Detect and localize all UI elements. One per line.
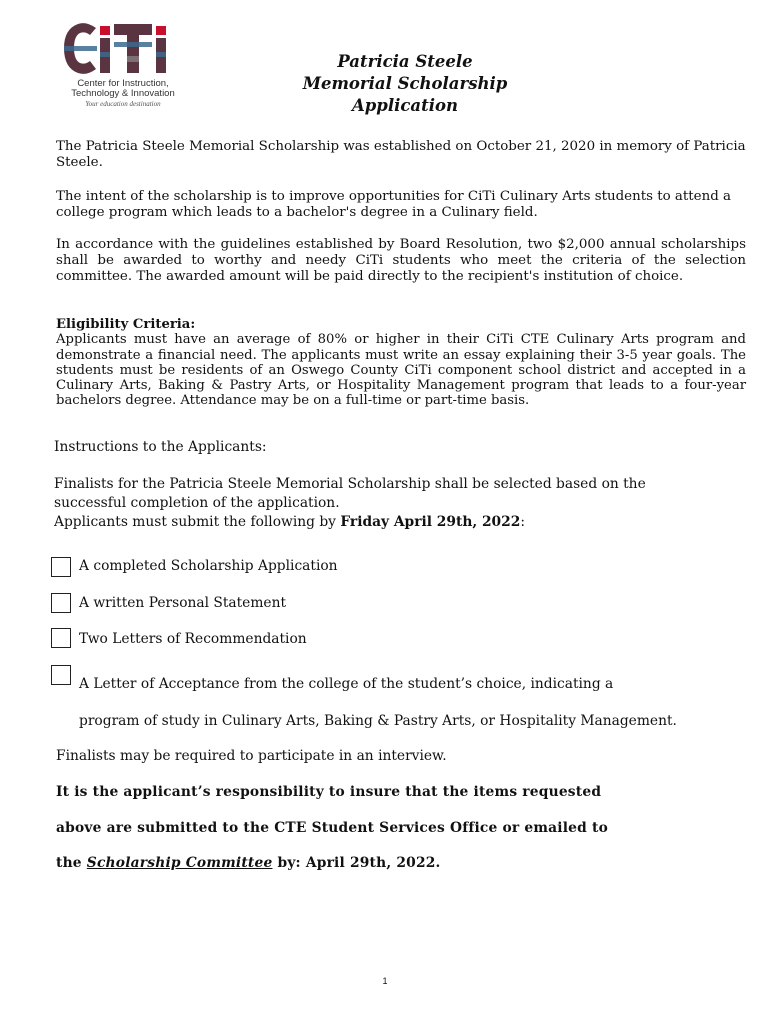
logo-line-1: Center for Instruction, (77, 78, 169, 89)
instructions-line-2: successful completion of the application. (54, 495, 340, 511)
title-line-2: Memorial Scholarship (302, 74, 508, 93)
checklist-item-recommendations: Two Letters of Recommendation (79, 631, 307, 647)
instructions-heading: Instructions to the Applicants: (54, 439, 267, 455)
eligibility-heading: Eligibility Criteria: (56, 317, 196, 332)
checklist-item-personal-statement: A written Personal Statement (79, 595, 287, 611)
citi-logo (60, 18, 190, 110)
checkbox-recommendations[interactable] (51, 628, 71, 648)
intro-paragraph-3: In accordance with the guidelines established by Board Resolution, two $2,000 annual scholarships shall be awarded to worthy and needy CiTi students who meet the criteria of the selection committee. The awarded amount will be paid directly to the recipient's institution of choice. (56, 237, 746, 284)
page-number: 1 (382, 976, 388, 986)
checklist-item-acceptance-letter-continued: program of study in Culinary Arts, Baking & Pastry Arts, or Hospitality Management. (79, 713, 677, 729)
submission-deadline: Friday April 29th, 2022 (340, 514, 521, 530)
title-line-3: Application (351, 96, 459, 115)
checklist-item-acceptance-letter: A Letter of Acceptance from the college of the student’s choice, indicating a (79, 676, 614, 692)
responsibility-line-1: It is the applicant’s responsibility to insure that the items requested (56, 784, 602, 800)
scholarship-committee-link[interactable]: Scholarship Committee (86, 855, 273, 871)
wordmark-text: CiTi (60, 18, 63, 19)
checkbox-application[interactable] (51, 557, 71, 577)
responsibility-line-3-prefix: the (56, 855, 87, 871)
checkbox-acceptance-letter[interactable] (51, 665, 71, 685)
eligibility-section (56, 317, 746, 409)
instructions-line-3-prefix: Applicants must submit the following by (54, 514, 341, 530)
instructions-line-1: Finalists for the Patricia Steele Memorial Scholarship shall be selected based on the (54, 476, 646, 492)
instructions-text (54, 475, 744, 532)
title-line-1: Patricia Steele (337, 52, 473, 71)
checkbox-personal-statement[interactable] (51, 593, 71, 613)
eligibility-body: Applicants must have an average of 80% or higher in their CiTi CTE Culinary Arts program and demonstrate a financial need. The applicants must write an essay explaining their 3-5 year goals. The students must be residents of an Oswego County CiTi component school district and accepted in a Culinary Arts, Baking & Pastry Arts, or Hospitality Management program that leads to a four-year bachelors degree. Attendance may be on a full-time or part-time basis. (56, 332, 746, 409)
document-title (280, 51, 530, 117)
responsibility-line-3 (56, 855, 441, 871)
logo-line-2: Technology & Innovation (71, 88, 175, 99)
citi-wordmark-graphic (60, 18, 190, 80)
instructions-line-3 (54, 513, 744, 532)
instructions-line-3-suffix: : (520, 514, 526, 530)
responsibility-line-2: above are submitted to the CTE Student Services Office or emailed to (56, 820, 608, 836)
intro-paragraph-1: The Patricia Steele Memorial Scholarship was established on October 21, 2020 in memory of Patricia Steele. (56, 139, 746, 170)
intro-paragraph-2: The intent of the scholarship is to improve opportunities for CiTi Culinary Arts students to attend a college program which leads to a bachelor's degree in a Culinary field. (56, 189, 732, 220)
checklist-item-application: A completed Scholarship Application (79, 558, 338, 574)
responsibility-line-3-suffix: by: April 29th, 2022. (272, 855, 441, 871)
interview-note: Finalists may be required to participate in an interview. (56, 748, 447, 764)
logo-tagline: Your education destination (85, 100, 161, 108)
